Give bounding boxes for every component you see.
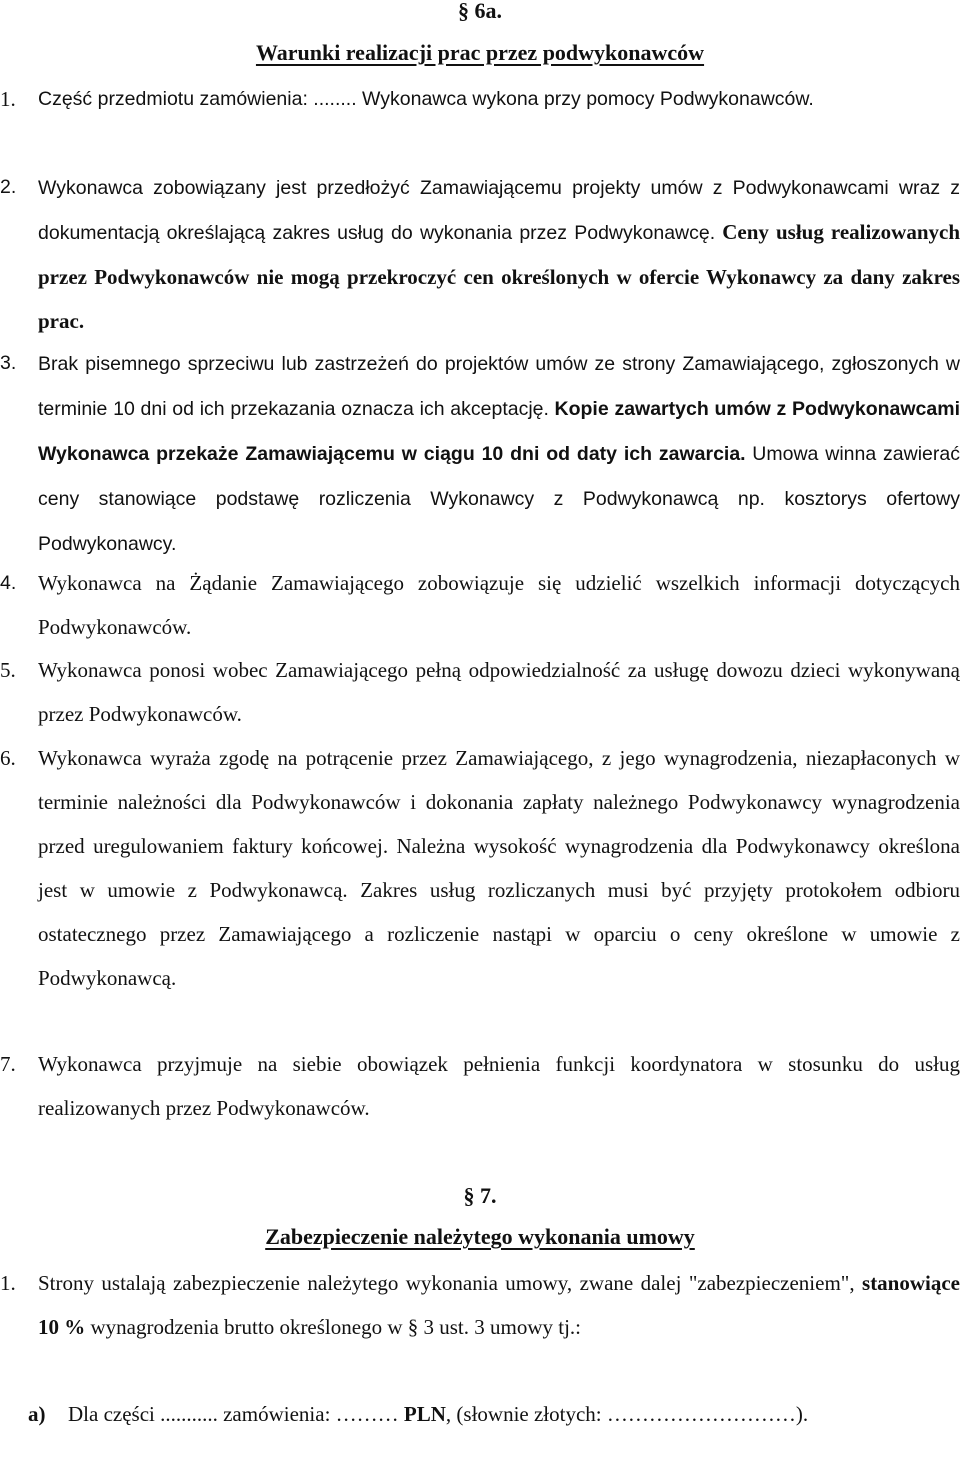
section-7-title: Zabezpieczenie należytego wykonania umowy: [265, 1224, 695, 1249]
item-text: Wykonawca przyjmuje na siebie obowiązek pełnienia funkcji koordynatora w stosunku do usług realizowanych przez Podwykonawców.: [38, 1052, 960, 1120]
section-7-item-1: [0, 1261, 960, 1349]
subitem-label: a): [28, 1402, 46, 1426]
currency-label: PLN: [403, 1402, 446, 1426]
item-number: 2.: [0, 176, 17, 198]
item-number: 4.: [0, 572, 17, 594]
section-6a-title: Warunki realizacji prac przez podwykonawców: [255, 40, 705, 65]
section-6a-item-5: [0, 648, 960, 736]
section-7-number: § 7.: [463, 1183, 497, 1208]
item-text: Wykonawca wyraża zgodę na potrącenie przez Zamawiającego, z jego wynagrodzenia, niezapłaconych w terminie należności dla Podwykonawców i dokonania zapłaty należnego Podwykonawcy wynagrodzenia przed uregulowaniem faktury końcowej. Należna wysokość wynagrodzenia dla Podwykonawcy określona jest w umowie z Podwykonawcą. Zakres usług rozliczanych musi być przyjęty protokołem odbioru ostatecznego przez Zamawiającego a rozliczenie nastąpi w oparciu o ceny określone w umowie z Podwykonawcą.: [38, 746, 960, 990]
item-text: Strony ustalają zabezpieczenie należytego wykonania umowy, zwane dalej "zabezpieczeniem",: [38, 1271, 855, 1295]
item-number: 7.: [0, 1052, 16, 1076]
item-text: Wykonawca ponosi wobec Zamawiającego pełną odpowiedzialność za usługę dowozu dzieci wykonywaną przez Podwykonawców.: [38, 658, 960, 726]
item-number: 1.: [0, 87, 16, 111]
section-7-subitem-a: [0, 1392, 960, 1436]
item-text: Wykonawca na Żądanie Zamawiającego zobowiązuje się udzielić wszelkich informacji dotyczących Podwykonawców.: [38, 571, 960, 639]
section-6a-item-3: [0, 341, 960, 566]
item-number: 3.: [0, 352, 17, 374]
item-text-continued: Umowa winna zawierać ceny stanowiące podstawę rozliczenia Wykonawcy z Podwykonawcą np. kosztorys ofertowy Podwykonawcy.: [38, 443, 960, 555]
section-6a-number: § 6a.: [458, 0, 502, 23]
item-number: 6.: [0, 746, 16, 770]
item-text: Brak pisemnego sprzeciwu lub zastrzeżeń do projektów umów ze strony Zamawiającego, zgłoszonych w terminie 10 dni od ich przekazania oznacza ich akceptację.: [38, 353, 960, 420]
section-6a-item-2: [0, 165, 960, 343]
item-text-bold: stanowiące 10 %: [38, 1271, 960, 1339]
item-text: Wykonawca zobowiązany jest przedłożyć Zamawiającemu projekty umów z Podwykonawcami wraz z dokumentacją określającą zakres usług do wykonania przez Podwykonawcę.: [38, 177, 960, 244]
section-6a-item-1: [0, 77, 960, 121]
subitem-text-continued: , (słownie złotych: ………………………).: [445, 1402, 809, 1426]
item-text-bold: Ceny usług realizowanych przez Podwykonawców nie mogą przekroczyć cen określonych w ofercie Wykonawcy za dany zakres prac.: [38, 220, 960, 333]
item-number: 5.: [0, 658, 16, 682]
section-6a-item-6: [0, 736, 960, 1000]
section-6a-item-7: [0, 1042, 960, 1130]
item-number: 1.: [0, 1271, 16, 1295]
item-text-bold: Kopie zawartych umów z Podwykonawcami Wykonawca przekaże Zamawiającemu w ciągu 10 dni od daty ich zawarcia.: [38, 398, 960, 465]
item-text: Część przedmiotu zamówienia: ........ Wykonawca wykona przy pomocy Podwykonawców.: [38, 88, 814, 110]
section-6a-item-4: [0, 561, 960, 649]
subitem-text: Dla części ........... zamówienia: ………: [68, 1402, 404, 1426]
item-text-continued: wynagrodzenia brutto określonego w § 3 ust. 3 umowy tj.:: [90, 1315, 582, 1339]
